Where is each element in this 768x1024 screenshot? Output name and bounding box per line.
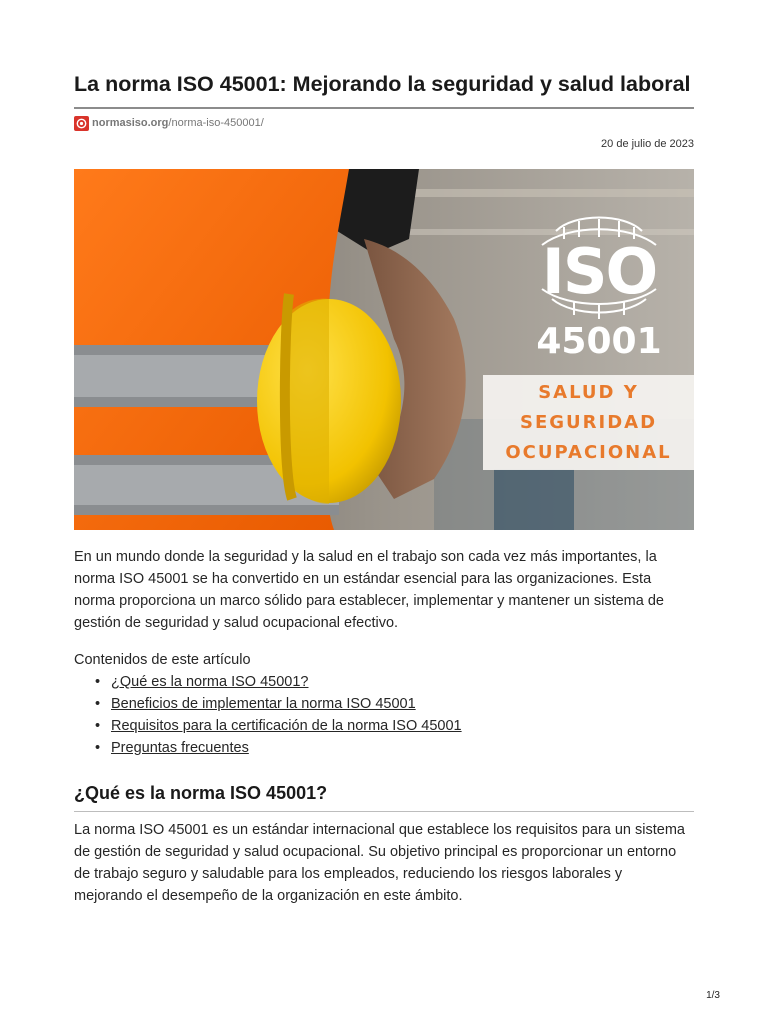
toc-link[interactable]: Preguntas frecuentes [111,740,249,756]
banner-line-2: SEGURIDAD [519,411,658,433]
toc-item [111,693,694,715]
section-paragraph: La norma ISO 45001 es un estándar internacional que establece los requisitos para un sistema de gestión de seguridad y salud ocupacional. Su objetivo principal es proporcionar un entorno de trabajo seguro y saludable para los empleados, reduciendo los riesgos laborales y mejorando el desempeño de la organización en este ámbito. [74,822,685,904]
toc-item [111,737,694,759]
source-line [74,114,694,132]
section-heading: ¿Qué es la norma ISO 45001? [74,781,694,812]
iso-logo-text: ISO [541,235,657,308]
page-number: 1/3 [706,990,720,1001]
iso-logo-number: 45001 [536,321,662,362]
intro-paragraph: En un mundo donde la seguridad y la salud en el trabajo son cada vez más importantes, la norma ISO 45001 se ha convertido en un estándar esencial para las organizaciones. Esta norma proporciona un marco sólido para establecer, implementar y mantener un sistema de gestión de seguridad y salud ocupacional efectivo. [74,549,664,631]
article-title: La norma ISO 45001: Mejorando la seguridad y salud laboral [74,70,694,109]
toc-item [111,715,694,737]
article-page [74,70,694,907]
source-domain: normasiso.org [92,117,169,129]
hero-banner [483,375,694,470]
toc-link[interactable]: Requisitos para la certificación de la norma ISO 45001 [111,718,462,734]
toc-item [111,671,694,693]
toc-link[interactable]: ¿Qué es la norma ISO 45001? [111,674,309,690]
source-path: /norma-iso-450001/ [168,117,264,129]
site-favicon-icon [74,116,89,131]
toc-link[interactable]: Beneficios de implementar la norma ISO 45001 [111,696,416,712]
publish-date: 20 de julio de 2023 [601,138,694,150]
hero-image [74,169,694,530]
toc-title: Contenidos de este artículo [74,652,251,668]
banner-line-1: SALUD Y [538,381,639,403]
banner-line-3: OCUPACIONAL [505,441,672,463]
source-link[interactable] [92,117,264,129]
table-of-contents [74,671,694,759]
